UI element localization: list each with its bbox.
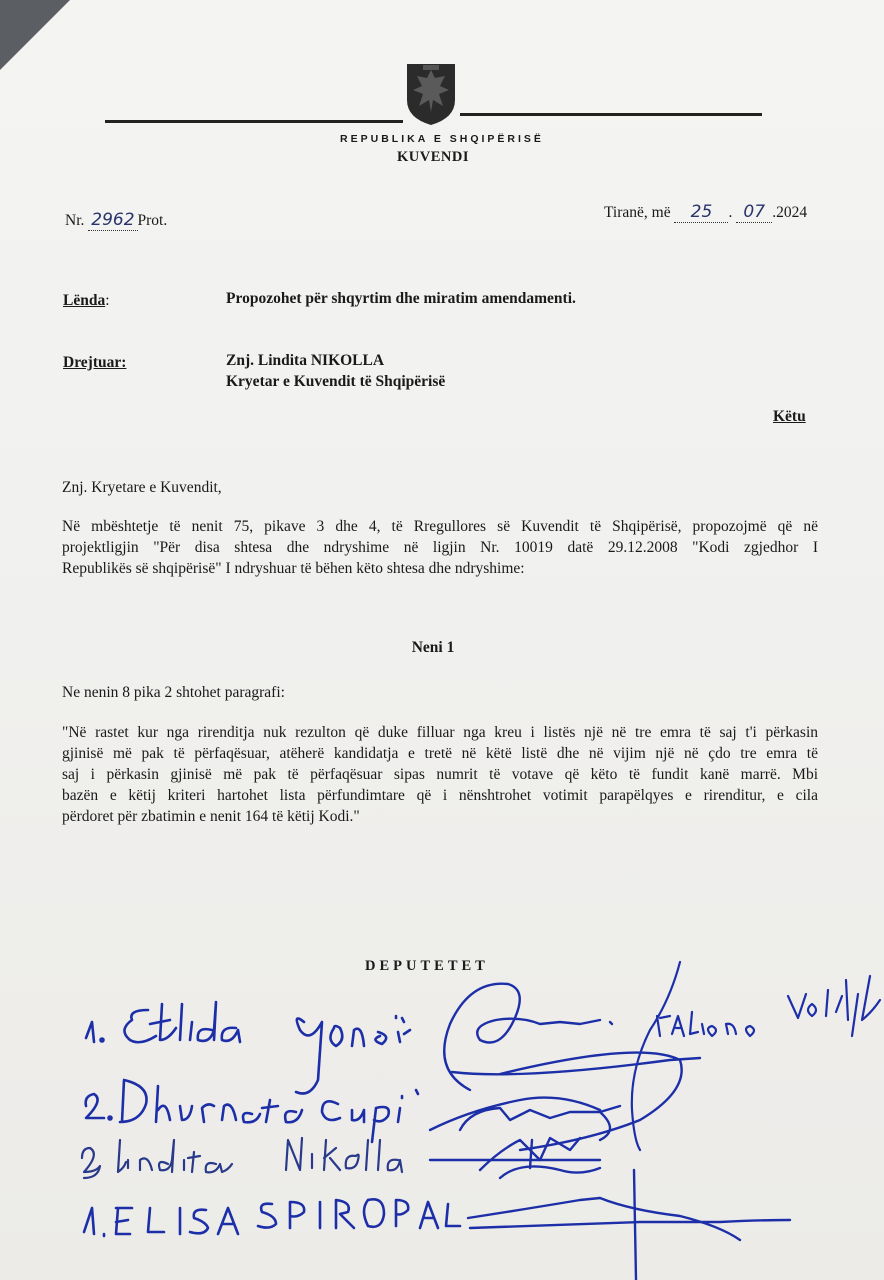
signature-2-dhurata-cupi bbox=[86, 1080, 418, 1142]
quote-line-3: saj i përkasin gjinisë më pak të përfaqësuar sipas numrit të votave që këto të fundit kanë marrë. Mbi bbox=[62, 766, 818, 783]
signature-round-flourish bbox=[444, 984, 700, 1090]
addressee-title: Kryetar e Kuvendit të Shqipërisë bbox=[226, 373, 446, 390]
signature-4-flourish bbox=[468, 1170, 790, 1280]
handwritten-month: 07 bbox=[736, 202, 772, 223]
article-title: Neni 1 bbox=[411, 639, 455, 656]
quote-line-1: "Në rastet kur nga rirenditja nuk rezulton që duke filluar nga kreu i listës një në tre emra të saj t'i përkasin bbox=[62, 724, 818, 741]
signature-lindita-flourish bbox=[430, 1053, 682, 1150]
intro-line-1: Në mbështetje të nenit 75, pikave 3 dhe 4, të Rregullores së Kuvendit të Shqipërisë, propozojmë që në bbox=[62, 518, 818, 535]
handwritten-protocol-number: 2962 bbox=[88, 210, 137, 231]
addressee-name: Znj. Lindita NIKOLLA bbox=[226, 352, 385, 369]
year: .2024 bbox=[772, 204, 808, 221]
signature-1-etilda-gjonaj bbox=[86, 1002, 410, 1094]
prot-label: Prot. bbox=[137, 212, 168, 229]
addressee-location: Këtu bbox=[773, 408, 806, 425]
article-lead: Ne nenin 8 pika 2 shtohet paragrafi: bbox=[62, 684, 285, 701]
subject-label: Lënda: bbox=[63, 292, 110, 309]
subject-text: Propozohet për shqyrtim dhe miratim amendamenti. bbox=[226, 290, 576, 307]
signatures-heading: DEPUTETET bbox=[365, 958, 489, 974]
quote-line-5: përdoret për zbatimin e nenit 164 të këtij Kodi." bbox=[62, 808, 360, 825]
quote-line-4: bazën e këtij kriteri hartohet lista përfundimtare që i nënshtrohet votimit parapëlqyes e rirenditur, e cila bbox=[62, 787, 818, 804]
republic-name: REPUBLIKA E SHQIPËRISË bbox=[340, 133, 544, 145]
intro-line-3: Republikës së shqipërisë" I ndryshuar të bëhen këto shtesa dhe ndryshime: bbox=[62, 560, 525, 577]
signature-4-elisa-spiropali bbox=[84, 1199, 460, 1236]
addressee-label: Drejtuar: bbox=[63, 354, 127, 371]
institution-name: KUVENDI bbox=[397, 149, 469, 165]
handwritten-day: 25 bbox=[674, 202, 728, 223]
place-label: Tiranë, më bbox=[604, 204, 671, 221]
signature-3-flourish bbox=[430, 1138, 600, 1178]
signature-3-lindita-nikolla bbox=[82, 1138, 402, 1178]
document-date: Tiranë, më 25 . 07 .2024 bbox=[604, 202, 808, 222]
nr-label: Nr. bbox=[65, 212, 85, 229]
intro-line-2: projektligjin "Për disa shtesa dhe ndryshime në ligjin Nr. 10019 datë 29.12.2008 "Kodi zgjedhor I bbox=[62, 539, 818, 556]
salutation: Znj. Kryetare e Kuvendit, bbox=[62, 479, 222, 496]
quote-line-2: gjinisë më pak të përfaqësuar, atëherë kandidatja e tretë në këtë listë dhe në vijim një në çdo tre emra të bbox=[62, 745, 818, 762]
